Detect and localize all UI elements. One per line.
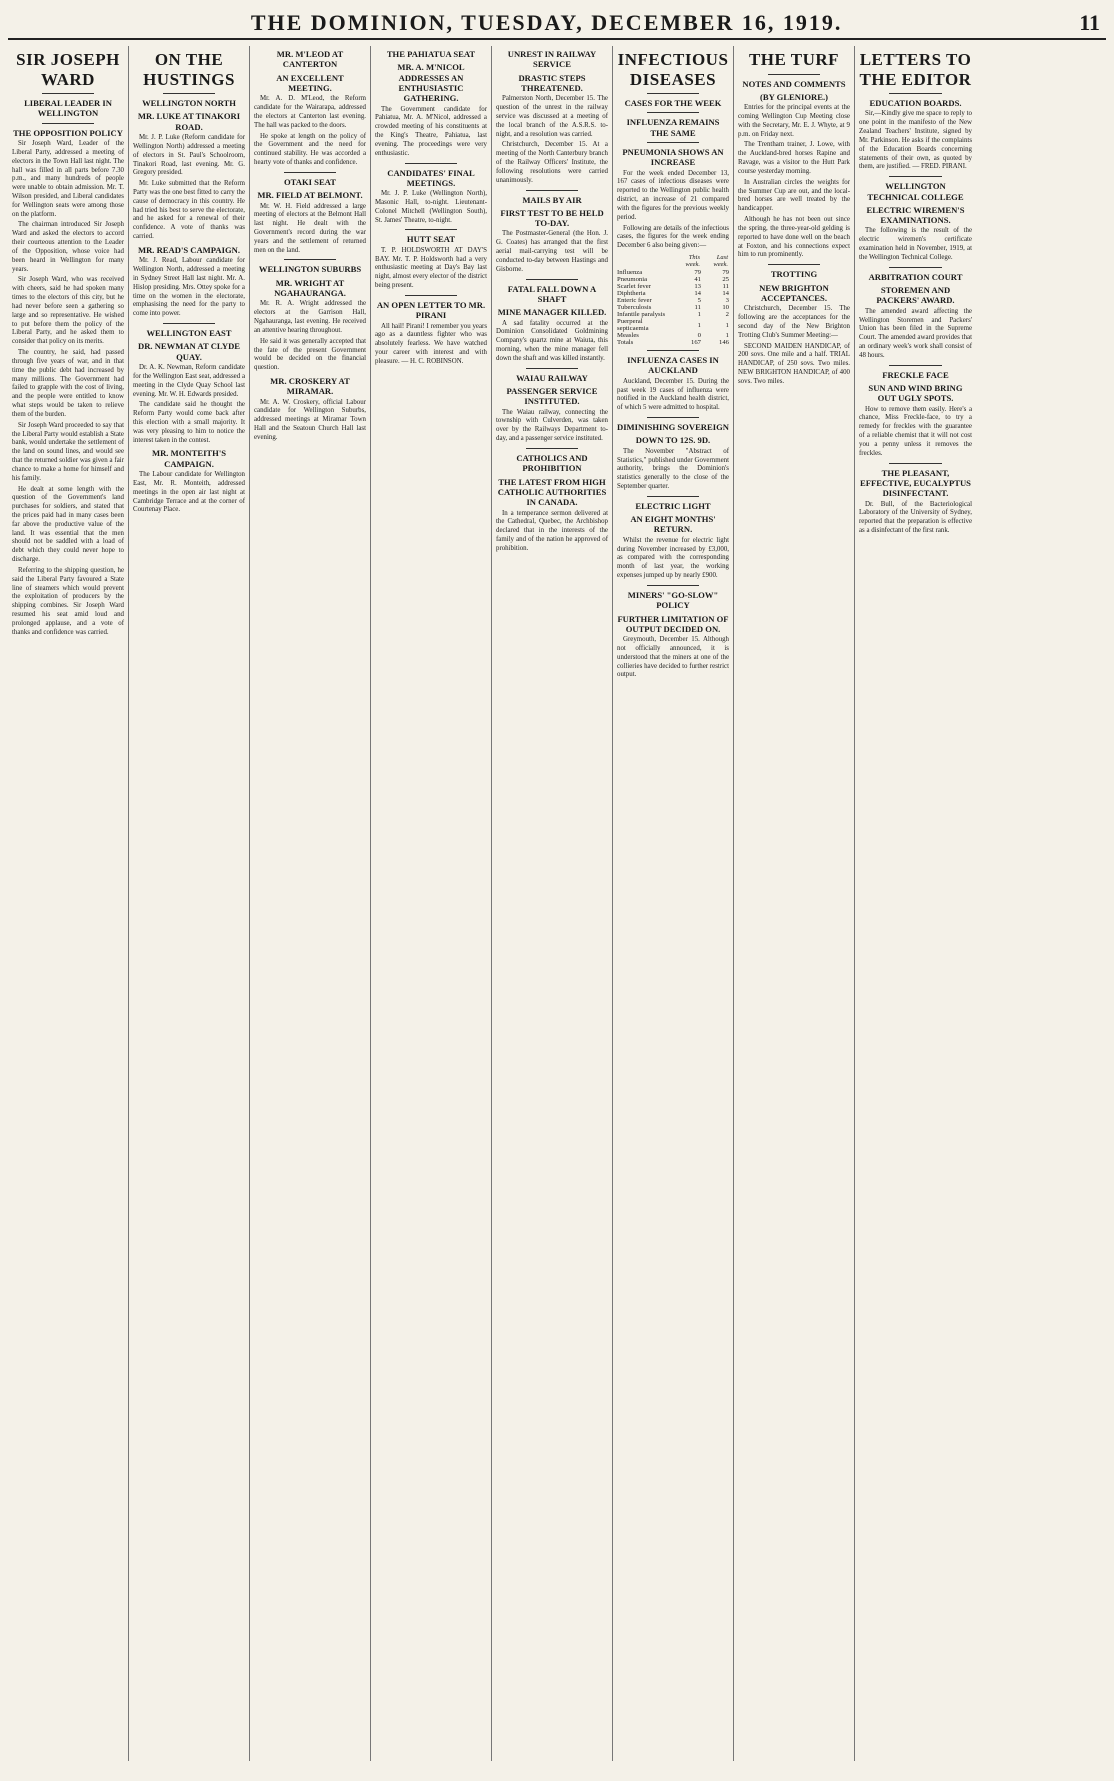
table-row bbox=[617, 283, 729, 290]
table-row bbox=[617, 332, 729, 339]
column-1 bbox=[8, 46, 129, 1761]
table-cell: 3 bbox=[725, 297, 729, 305]
divider bbox=[889, 365, 942, 366]
table-cell: 167 bbox=[690, 339, 701, 347]
divider bbox=[526, 190, 578, 191]
col1-headline: SIR JOSEPH WARD bbox=[16, 50, 120, 89]
page-number: 11 bbox=[1079, 10, 1100, 35]
divider bbox=[647, 112, 699, 113]
col1-paragraph: Sir Joseph Ward, who was received with cheers, said he had spoken many times to the electors of this city, but he had never before seen a gathering so large and so representative. He wished to put before them the policy of the Liberal Party, and he asked them to consider that policy on its merits. bbox=[12, 276, 124, 346]
col6-section-sub: FURTHER LIMITATION OF OUTPUT DECIDED ON. bbox=[617, 613, 729, 634]
table-row bbox=[617, 339, 729, 346]
divider bbox=[889, 93, 942, 94]
divider bbox=[768, 74, 820, 75]
col6-section-title: DIMINISHING SOVEREIGN bbox=[617, 422, 729, 433]
col5-paragraph: A sad fatality occurred at the Dominion Consolidated Goldmining Company's quartz mine at Waiuta, this morning, when the mine manager fell down the shaft and was killed instantly. bbox=[496, 319, 608, 362]
col5-paragraph: The Waiau railway, connecting the township with Culverden, was taken over by the Railways Department to-day, and a passenger service instituted. bbox=[496, 408, 608, 443]
masthead-title: THE DOMINION, TUESDAY, DECEMBER 16, 1919. bbox=[250, 10, 843, 35]
col5-section-title: WAIAU RAILWAY bbox=[516, 372, 588, 383]
divider bbox=[42, 93, 94, 94]
col6-section-sub: DOWN TO 12S. 9D. bbox=[635, 435, 711, 446]
col1-body bbox=[12, 140, 124, 638]
table-cell: 11 bbox=[694, 304, 701, 312]
divider bbox=[889, 176, 942, 177]
col8-section-title: THE PLEASANT, EFFECTIVE, EUCALYPTUS DISINFECTANT. bbox=[860, 467, 971, 499]
divider bbox=[768, 264, 820, 265]
col5-section-sub: FIRST TEST TO BE HELD TO-DAY. bbox=[500, 207, 604, 229]
col5-paragraph: In a temperance sermon delivered at the Cathedral, Quebec, the Archbishop declared that in the interests of the family and of the nation he approved of prohibition. bbox=[496, 509, 608, 552]
table-cell: 1 bbox=[697, 321, 701, 329]
col7-section-sub: NEW BRIGHTON ACCEPTANCES. bbox=[759, 282, 829, 303]
table-cell: 0 bbox=[697, 332, 701, 340]
col8-section-title: WELLINGTON TECHNICAL COLLEGE bbox=[867, 181, 964, 202]
col8-section-title: FRECKLE FACE bbox=[882, 369, 949, 380]
divider bbox=[889, 267, 942, 268]
col6-section-title: ELECTRIC LIGHT bbox=[635, 500, 711, 511]
table-cell: Infantile paralysis bbox=[617, 311, 666, 319]
col7-paragraph: Although he has not been out since the spring, the three-year-old gelding is reported to have done well on the beach at Foxton, and his connections expect him to run prominently. bbox=[738, 216, 850, 259]
col8-headline: LETTERS TO THE EDITOR bbox=[859, 50, 972, 89]
table-cell: Totals bbox=[617, 339, 634, 347]
divider bbox=[284, 172, 336, 173]
divider bbox=[405, 163, 457, 164]
divider bbox=[405, 229, 457, 230]
table-cell: Enteric fever bbox=[617, 297, 652, 305]
col7-paragraph: In Australian circles the weights for the Summer Cup are out, and the local-bred horses are well treated by the handicapper. bbox=[738, 178, 850, 213]
col6-section-title: INFLUENZA CASES IN AUCKLAND bbox=[627, 355, 719, 376]
col6-headline: INFECTIOUS DISEASES bbox=[617, 50, 729, 89]
col3-section-title: MR. CROSKERY AT MIRAMAR. bbox=[270, 376, 350, 397]
table-cell: 41 bbox=[694, 276, 701, 284]
col3-paragraph: He said it was generally accepted that the fate of the present Government would be decided on the financial question. bbox=[254, 337, 366, 372]
table-cell: 5 bbox=[697, 297, 701, 305]
col1-paragraph: Sir Joseph Ward, Leader of the Liberal Party, addressed a meeting of electors in the Town Hall last night. The hall was filled in all parts before 7.30 p.m., and many hundreds of people were unable to obtain admission. Mr. T. Wilson presided, and Liberal candidates for Wellington seats were among those on the platform. bbox=[12, 140, 124, 218]
col3-paragraph: He spoke at length on the policy of the Government and the need for continued stability. He was accorded a hearty vote of thanks and confidence. bbox=[254, 132, 366, 167]
col2-paragraph: Dr. A. K. Newman, Reform candidate for the Wellington East seat, addressed a meeting in the Clyde Quay School last evening. Mr. W. H. Edwards presided. bbox=[133, 364, 245, 398]
col4-section-title: CANDIDATES' FINAL MEETINGS. bbox=[387, 167, 475, 188]
table-cell: Pneumonia bbox=[617, 276, 648, 284]
col6-section-title: MINERS' "GO-SLOW" POLICY bbox=[627, 589, 719, 611]
col4-paragraph: Mr. J. P. Luke (Wellington North), Masonic Hall, to-night. Lieutenant-Colonel Mitchell (Wellington South), St. James' Theatre, to-night. bbox=[375, 190, 487, 224]
col2-section-title: WELLINGTON NORTH bbox=[142, 98, 236, 109]
col2-section-sub: MR. LUKE AT TINAKORI ROAD. bbox=[137, 111, 241, 132]
col8-section-title: ARBITRATION COURT bbox=[868, 271, 963, 282]
table-cell: 79 bbox=[722, 269, 729, 277]
divider bbox=[647, 496, 699, 497]
col1-paragraph: Referring to the shipping question, he said the Liberal Party favoured a State line of steamers which would prevent the exploitation of producers by the shipping combines. Sir Joseph Ward resumed his seat amid loud and prolonged applause, and a vote of thanks and confidence was carried. bbox=[12, 566, 124, 636]
column-5 bbox=[492, 46, 613, 1761]
col1-subhead-1: LIBERAL LEADER IN WELLINGTON bbox=[24, 98, 112, 119]
col2-section-sub: DR. NEWMAN AT CLYDE QUAY. bbox=[137, 341, 241, 362]
col6-paragraph: For the week ended December 13, 167 cases of infectious diseases were reported to the Wellington public health district, an increase of 21 compared with the figures for the previous weekly period. bbox=[617, 169, 729, 221]
col7-paragraph: Christchurch, December 15. The following are the acceptances for the second day of the New Brighton Trotting Club's Summer Meeting:— bbox=[738, 305, 850, 339]
table-cell: 1 bbox=[725, 332, 729, 340]
divider bbox=[647, 350, 699, 351]
col5-section-sub: PASSENGER SERVICE INSTITUTED. bbox=[506, 386, 598, 407]
col8-paragraph: The following is the result of the electric wiremen's certificate examination held in November, 1919, at the Wellington Technical College. bbox=[859, 227, 972, 261]
col8-section-sub: ELECTRIC WIREMEN'S EXAMINATIONS. bbox=[866, 204, 965, 226]
col2-paragraph: Mr. J. P. Luke (Reform candidate for Wellington North) addressed a meeting of electors in St. Paul's Schoolroom, Tinakori Road, last evening. Mr. G. Gregory presided. bbox=[133, 134, 245, 177]
table-cell: 13 bbox=[694, 283, 701, 291]
table-cell: 11 bbox=[722, 283, 729, 291]
col5-section-sub: DRASTIC STEPS THREATENED. bbox=[518, 72, 586, 93]
column-4 bbox=[371, 46, 492, 1761]
col6-subhead-1: CASES FOR THE WEEK bbox=[624, 98, 722, 109]
divider bbox=[647, 417, 699, 418]
col7-section-title: TROTTING bbox=[770, 269, 818, 280]
col8-section-title: EDUCATION BOARDS. bbox=[869, 98, 962, 109]
divider bbox=[42, 123, 94, 124]
col2-paragraph: Mr. Luke submitted that the Reform Party was the one best fitted to carry the cause of democracy in this country. He had tried his best to serve the electorate, and he asked for a renewal of their confidence. A vote of thanks was carried. bbox=[133, 180, 245, 241]
table-cell: Scarlet fever bbox=[617, 283, 651, 291]
col4-section-title: THE PAHIATUA SEAT bbox=[386, 49, 476, 59]
col2-section-title: MR. MONTEITH'S CAMPAIGN. bbox=[151, 448, 226, 469]
divider bbox=[526, 448, 578, 449]
table-header-cell bbox=[617, 253, 673, 269]
table-header bbox=[617, 253, 729, 269]
divider bbox=[526, 368, 578, 369]
col3-section-sub: MR. FIELD AT BELMONT. bbox=[257, 190, 363, 201]
table-cell: Influenza bbox=[617, 269, 643, 277]
table-row bbox=[617, 290, 729, 297]
disease-table bbox=[617, 253, 729, 346]
divider bbox=[889, 463, 942, 464]
col1-paragraph: He dealt at some length with the question of the Government's land purchases for soldiers, and stated that the prices paid had in many cases been far above the productive value of the land. It was essential that the men should not be saddled with a load of debt which they could never hope to discharge. bbox=[12, 485, 124, 564]
table-row bbox=[617, 304, 729, 311]
col3-section-sub: MR. WRIGHT AT NGAHAURANGA. bbox=[274, 277, 346, 299]
col2-headline: ON THE HUSTINGS bbox=[143, 50, 235, 89]
table-cell: 79 bbox=[694, 269, 701, 277]
col8-section-sub: STOREMEN AND PACKERS' AWARD. bbox=[876, 285, 955, 306]
col3-section-sub: AN EXCELLENT MEETING. bbox=[276, 72, 344, 93]
table-row bbox=[617, 276, 729, 283]
table-cell: 14 bbox=[694, 290, 701, 298]
col3-paragraph: Mr. A. W. Croskery, official Labour candidate for Wellington Suburbs, addressed meetings at Miramar Town Hall and the Seatoun Church Hall last evening. bbox=[254, 398, 366, 441]
table-cell: Puerperal septicaemia bbox=[617, 318, 649, 333]
col8-paragraph: How to remove them easily. Here's a chance, Miss Freckle-face, to try a remedy for freckles with the guarantee of a reliable chemist that it will not cost you a penny unless it removes the freckles. bbox=[859, 405, 972, 457]
table-cell: 2 bbox=[725, 311, 729, 319]
col5-section-sub: MINE MANAGER KILLED. bbox=[497, 307, 607, 318]
col8-section-sub: SUN AND WIND BRING OUT UGLY SPOTS. bbox=[868, 382, 963, 404]
column-3 bbox=[250, 46, 371, 1761]
col3-section-title: WELLINGTON SUBURBS bbox=[258, 264, 362, 275]
divider bbox=[284, 259, 336, 260]
col5-paragraph: Palmerston North, December 15. The question of the unrest in the railway service was discussed at a meeting of the local branch of the A.S.R.S. to-night, and a resolution was carried. bbox=[496, 95, 608, 138]
table-cell: 1 bbox=[697, 311, 701, 319]
col3-section-title: MR. M'LEOD AT CANTERTON bbox=[276, 49, 344, 70]
col2-paragraph: The Labour candidate for Wellington East, Mr. R. Monteith, addressed meetings in the open air last night at Cambridge Terrace and at the corner of Courtenay Place. bbox=[133, 471, 245, 514]
divider bbox=[647, 142, 699, 143]
column-7 bbox=[734, 46, 855, 1761]
col8-paragraph: The amended award affecting the Wellington Storemen and Packers' Union has been filed in the Supreme Court. The amended award provides that an ordinary week's work shall consist of 48 hours. bbox=[859, 307, 972, 359]
col5-paragraph: The Postmaster-General (the Hon. J. G. Coates) has arranged that the first aerial mail-carrying test will be conducted to-day between Hastings and Gisborne. bbox=[496, 230, 608, 273]
col1-paragraph: The chairman introduced Sir Joseph Ward and asked the electors to accord their courteous attention to the Leader of the Opposition, whose voice had been heard in Wellington for many years. bbox=[12, 221, 124, 273]
col3-paragraph: Mr. W. H. Field addressed a large meeting of electors at the Belmont Hall last night. He dealt with the Government's record during the war years and the settlement of returned men on the land. bbox=[254, 202, 366, 254]
col4-paragraph: T. P. HOLDSWORTH AT DAY'S BAY. Mr. T. P. Holdsworth had a very enthusiastic meeting at Day's Bay last night, almost every elector of the district being present. bbox=[375, 246, 487, 290]
col8-paragraph: Sir,—Kindly give me space to reply to one point in the manifesto of the New Zealand Teachers' Institute, signed by Mr. Parkinson. He asks if the complaints of the Education Boards concerning statements of their own, as quoted by them, are justified. — FRED. PIRANI. bbox=[859, 110, 972, 171]
col6-paragraph: Following are details of the infectious cases, the figures for the week ending December 6 also being given:— bbox=[617, 224, 729, 250]
table-row bbox=[617, 297, 729, 304]
col2-paragraph: The candidate said he thought the Reform Party would come back after this election with a small majority. It was very pleasing to him to notice the interest taken in the contest. bbox=[133, 401, 245, 444]
col4-paragraph: The Government candidate for Pahiatua, Mr. A. M'Nicol, addressed a crowded meeting of his constituents at the King's Theatre, Pahiatua, last evening. The proceedings were very enthusiastic. bbox=[375, 105, 487, 157]
table-header-cell: Last week. bbox=[713, 254, 728, 269]
column-2 bbox=[129, 46, 250, 1761]
col7-byline: (BY GLENIORE.) bbox=[760, 91, 828, 102]
col7-paragraph: SECOND MAIDEN HANDICAP, of 200 sovs. One mile and a half. TRIAL HANDICAP, of 250 sovs. Two miles. NEW BRIGHTON HANDICAP, of 400 sovs. Two miles. bbox=[738, 342, 850, 385]
col3-paragraph: Mr. A. D. M'Leod, the Reform candidate for the Wairarapa, addressed the electors at Canterton last evening. The hall was packed to the doors. bbox=[254, 95, 366, 129]
table-cell: 10 bbox=[722, 304, 729, 312]
col7-headline: THE TURF bbox=[748, 50, 840, 69]
table-cell: Measles bbox=[617, 332, 639, 340]
column-6 bbox=[613, 46, 734, 1761]
col2-section-title: WELLINGTON EAST bbox=[146, 328, 232, 339]
col7-paragraph: Entries for the principal events at the coming Wellington Cup Meeting close with the Secretary, Mr. E. J. Whyte, at 9 p.m. on Friday next. bbox=[738, 104, 850, 138]
columns bbox=[8, 46, 1106, 1761]
col8-paragraph: Dr. Bull, of the Bacteriological Laboratory of the University of Sydney, reported that the preparation is effective as a disinfectant of the first rank. bbox=[859, 500, 972, 534]
col1-subhead-2: THE OPPOSITION POLICY bbox=[13, 127, 123, 138]
col4-section-title: HUTT SEAT bbox=[406, 234, 456, 245]
newspaper-page bbox=[8, 8, 1106, 1765]
divider bbox=[163, 323, 215, 324]
col4-paragraph: All hail! Pirani! I remember you years ago as a dauntless fighter who was absolutely fearless. We have watched your career with interest and with pleasure. — H. C. ROBINSON. bbox=[375, 322, 487, 365]
table-cell: Diphtheria bbox=[617, 290, 646, 298]
column-8 bbox=[855, 46, 976, 1761]
col1-paragraph: Sir Joseph Ward proceeded to say that the Liberal Party would establish a State bank, would undertake the settlement of the land on sound lines, and would see that the returned soldier was given a fair chance to make a home for himself and his family. bbox=[12, 421, 124, 482]
col6-paragraph: Whilst the revenue for electric light during November increased by £3,000, as compared with the corresponding month of last year, the working expenses jumped up by nearly £900. bbox=[617, 536, 729, 580]
col4-section-title: AN OPEN LETTER TO MR. PIRANI bbox=[376, 299, 486, 321]
col6-section-sub: AN EIGHT MONTHS' RETURN. bbox=[630, 514, 716, 535]
table-cell: 1 bbox=[725, 321, 729, 329]
col4-section-sub: MR. A. M'NICOL ADDRESSES AN ENTHUSIASTIC GATHERING. bbox=[397, 62, 465, 104]
divider bbox=[163, 93, 215, 94]
col5-section-sub: THE LATEST FROM HIGH CATHOLIC AUTHORITIES IN CANADA. bbox=[497, 476, 607, 508]
col3-section-title: OTAKI SEAT bbox=[284, 176, 336, 187]
col6-subhead-3: PNEUMONIA SHOWS AN INCREASE bbox=[622, 147, 724, 168]
col6-paragraph: The November "Abstract of Statistics," published under Government authority, brings the Dominion's statistics generally to the close of the September quarter. bbox=[617, 447, 729, 490]
col1-paragraph: The country, he said, had passed through five years of war, and in that time the public debt had increased by many millions. The Government had failed to grapple with the cost of living, and the people were entitled to know what steps would be taken to relieve them of the burden. bbox=[12, 349, 124, 418]
col5-section-title: MAILS BY AIR bbox=[522, 194, 582, 205]
col6-paragraph: Greymouth, December 15. Although not officially announced, it is understood that the miners at one of the collieries have decided to further restrict output. bbox=[617, 636, 729, 679]
col5-section-title: CATHOLICS AND PROHIBITION bbox=[516, 452, 588, 474]
col3-paragraph: Mr. R. A. Wright addressed the electors at the Garrison Hall, Ngahauranga, last evening. He received an attentive hearing throughout. bbox=[254, 300, 366, 334]
col2-section-title: MR. READ'S CAMPAIGN. bbox=[137, 244, 240, 255]
divider bbox=[526, 279, 578, 280]
col7-paragraph: The Trentham trainer, J. Lowe, with the Auckland-bred horses Rapine and Ravage, was a visitor to the Hutt Park course yesterday morning. bbox=[738, 141, 850, 175]
col2-paragraph: Mr. J. Read, Labour candidate for Wellington North, addressed a meeting in Sydney Street Hall last night. Mr. A. Hislop presiding. Mrs. Ottey spoke for a time on the women in the electorate, emphasising the need for the party to come into power. bbox=[133, 257, 245, 318]
masthead bbox=[8, 8, 1106, 40]
table-cell: 146 bbox=[718, 339, 729, 347]
divider bbox=[647, 585, 699, 586]
divider bbox=[405, 295, 457, 296]
table-row bbox=[617, 311, 729, 318]
table-cell: 25 bbox=[722, 276, 729, 284]
col5-section-title: FATAL FALL DOWN A SHAFT bbox=[507, 283, 597, 304]
col5-section-title: UNREST IN RAILWAY SERVICE bbox=[507, 49, 597, 70]
table-row bbox=[617, 318, 729, 332]
table-header-cell: This week. bbox=[685, 254, 700, 269]
col6-subhead-2: INFLUENZA REMAINS THE SAME bbox=[626, 117, 720, 138]
col6-paragraph: Auckland, December 15. During the past week 19 cases of influenza were notified in the Auckland health district, of which 5 were admitted to hospital. bbox=[617, 377, 729, 412]
table-cell: 14 bbox=[722, 290, 729, 298]
table-cell: Tuberculosis bbox=[617, 304, 652, 312]
col7-subhead-1: NOTES AND COMMENTS bbox=[742, 78, 846, 89]
col5-paragraph: Christchurch, December 15. At a meeting of the North Canterbury branch of the Railway Officers' Institute, the following resolutions were carried unanimously. bbox=[496, 141, 608, 184]
table-row bbox=[617, 269, 729, 276]
divider bbox=[647, 93, 699, 94]
